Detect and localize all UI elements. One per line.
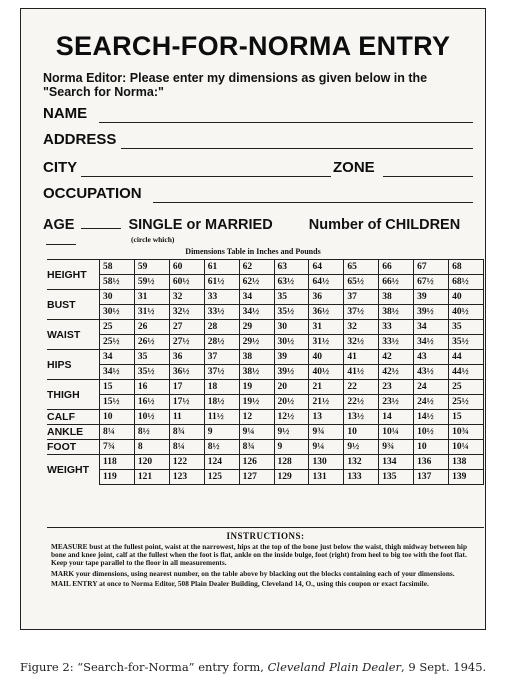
dimension-cell: 33 <box>204 290 239 305</box>
dimension-cell: 10½ <box>414 425 449 440</box>
figure-caption <box>20 660 486 674</box>
name-label: NAME <box>43 105 88 122</box>
dimension-cell: 15 <box>100 380 135 395</box>
address-line <box>121 148 473 149</box>
dimension-cell: 134 <box>379 455 414 470</box>
dimension-cell: 13½ <box>344 410 379 425</box>
form-intro: Norma Editor: Please enter my dimensions as given below in the "Search for Norma:" <box>43 71 428 99</box>
dimension-cell: 37 <box>204 350 239 365</box>
dimension-cell: 9¼ <box>309 440 344 455</box>
dimension-cell: 128 <box>274 455 309 470</box>
dimension-cell: 38½ <box>239 365 274 380</box>
dimension-cell: 32½ <box>344 335 379 350</box>
dimension-cell: 65 <box>344 260 379 275</box>
dimension-cell: 17½ <box>169 395 204 410</box>
dimension-cell: 133 <box>344 470 379 485</box>
dimension-cell: 36 <box>309 290 344 305</box>
dimension-cell: 40½ <box>309 365 344 380</box>
dimension-cell: 120 <box>134 455 169 470</box>
dimension-cell: 132 <box>344 455 379 470</box>
dimension-cell: 28 <box>204 320 239 335</box>
dimension-cell: 66½ <box>379 275 414 290</box>
dimension-cell: 10 <box>414 440 449 455</box>
dimension-cell: 63½ <box>274 275 309 290</box>
dimension-cell: 62½ <box>239 275 274 290</box>
dimension-cell: 30½ <box>274 335 309 350</box>
dimension-cell: 64½ <box>309 275 344 290</box>
dimension-cell: 11 <box>169 410 204 425</box>
dimension-cell: 7¾ <box>100 440 135 455</box>
dimension-cell: 43 <box>414 350 449 365</box>
dimension-cell: 20 <box>274 380 309 395</box>
dimension-cell: 10¼ <box>449 440 484 455</box>
dimension-cell: 10 <box>100 410 135 425</box>
dimension-cell: 26 <box>134 320 169 335</box>
dimension-cell: 10½ <box>134 410 169 425</box>
address-label: ADDRESS <box>43 131 117 148</box>
zone-label: ZONE <box>333 159 375 176</box>
dimension-cell: 58 <box>100 260 135 275</box>
form-title: SEARCH-FOR-NORMA ENTRY <box>55 31 451 61</box>
dimension-cell: 37½ <box>344 305 379 320</box>
dimension-cell: 58½ <box>100 275 135 290</box>
dimension-cell: 8¾ <box>169 425 204 440</box>
dimension-cell: 9¾ <box>309 425 344 440</box>
dimension-cell: 35½ <box>274 305 309 320</box>
dimension-cell: 9½ <box>274 425 309 440</box>
row-label-thigh: THIGH <box>47 380 100 410</box>
row-label-waist: WAIST <box>47 320 100 350</box>
dimension-cell: 37 <box>344 290 379 305</box>
dimension-cell: 67½ <box>414 275 449 290</box>
dimension-cell: 60 <box>169 260 204 275</box>
dimension-cell: 22½ <box>344 395 379 410</box>
dimension-cell: 16½ <box>134 395 169 410</box>
dimension-cell: 65½ <box>344 275 379 290</box>
dimension-cell: 10 <box>344 425 379 440</box>
dimension-cell: 36 <box>169 350 204 365</box>
occupation-line <box>153 202 473 203</box>
dimension-cell: 11½ <box>204 410 239 425</box>
dimension-cell: 34 <box>414 320 449 335</box>
dimension-cell: 35½ <box>449 335 484 350</box>
city-line <box>81 176 331 177</box>
dimension-cell: 34 <box>100 350 135 365</box>
caption-prefix: Figure 2: “Search-for-Norma” entry form, <box>20 660 268 674</box>
dimension-cell: 42½ <box>379 365 414 380</box>
instructions-section <box>47 527 484 632</box>
dimension-cell: 14 <box>379 410 414 425</box>
dimension-cell: 9¾ <box>379 440 414 455</box>
dimension-cell: 22 <box>344 380 379 395</box>
dimension-cell: 61½ <box>204 275 239 290</box>
dimension-cell: 138 <box>449 455 484 470</box>
dimension-cell: 59½ <box>134 275 169 290</box>
dimension-cell: 25½ <box>100 335 135 350</box>
dimension-cell: 16 <box>134 380 169 395</box>
dimension-cell: 66 <box>379 260 414 275</box>
circle-note: (circle which) <box>131 235 175 244</box>
dimension-cell: 35½ <box>134 365 169 380</box>
dimension-cell: 40½ <box>449 305 484 320</box>
age-row <box>43 217 485 249</box>
dimension-cell: 26½ <box>134 335 169 350</box>
dimension-cell: 118 <box>100 455 135 470</box>
row-label-calf: CALF <box>47 410 100 425</box>
dimension-cell: 8½ <box>134 425 169 440</box>
dimension-cell: 59 <box>134 260 169 275</box>
dimension-cell: 44½ <box>449 365 484 380</box>
dimension-cell: 8 <box>134 440 169 455</box>
dimension-cell: 21 <box>309 380 344 395</box>
dimension-cell: 34½ <box>239 305 274 320</box>
dimension-cell: 24 <box>414 380 449 395</box>
dimension-cell: 33½ <box>204 305 239 320</box>
instructions-title: INSTRUCTIONS: <box>226 531 305 541</box>
dimension-cell: 62 <box>239 260 274 275</box>
dimension-cell: 30 <box>100 290 135 305</box>
dimension-cell: 31 <box>309 320 344 335</box>
dimension-cell: 135 <box>379 470 414 485</box>
dimension-cell: 38 <box>379 290 414 305</box>
dimension-cell: 30½ <box>100 305 135 320</box>
dimension-cell: 32 <box>169 290 204 305</box>
dimension-cell: 25 <box>100 320 135 335</box>
caption-source: Cleveland Plain Dealer <box>267 660 402 674</box>
dimension-cell: 35 <box>134 350 169 365</box>
dimension-cell: 35 <box>449 320 484 335</box>
dimension-cell: 60½ <box>169 275 204 290</box>
dimension-cell: 39½ <box>414 305 449 320</box>
instructions-mark: MARK your dimensions, using nearest number, on the table above by blacking out the blocks containing each of your dimensions. <box>51 568 455 578</box>
dimension-cell: 15 <box>449 410 484 425</box>
newspaper-coupon-scan <box>20 8 486 630</box>
dimension-cell: 29 <box>239 320 274 335</box>
dimension-cell: 136 <box>414 455 449 470</box>
dimension-cell: 27½ <box>169 335 204 350</box>
age-line <box>81 228 121 229</box>
row-label-foot: FOOT <box>47 440 100 455</box>
dimension-cell: 39½ <box>274 365 309 380</box>
dimension-cell: 42 <box>379 350 414 365</box>
dimension-cell: 122 <box>169 455 204 470</box>
dimension-cell: 32 <box>344 320 379 335</box>
row-label-bust: BUST <box>47 290 100 320</box>
dimension-cell: 34½ <box>100 365 135 380</box>
dimension-cell: 9 <box>204 425 239 440</box>
dimension-cell: 14½ <box>414 410 449 425</box>
dimension-cell: 35 <box>274 290 309 305</box>
dimension-cell: 125 <box>204 470 239 485</box>
dimension-cell: 17 <box>169 380 204 395</box>
dimension-cell: 27 <box>169 320 204 335</box>
instructions-mail: MAIL ENTRY at once to Norma Editor, 508 Plain Dealer Building, Cleveland 14, O., using this coupon or exact facsimile. <box>51 578 429 588</box>
children-line <box>46 244 76 245</box>
dimension-cell: 9¼ <box>239 425 274 440</box>
dimension-cell: 13 <box>309 410 344 425</box>
dimension-cell: 129 <box>274 470 309 485</box>
dimension-cell: 41 <box>344 350 379 365</box>
dimension-cell: 24½ <box>414 395 449 410</box>
dimension-cell: 36½ <box>309 305 344 320</box>
city-label: CITY <box>43 159 78 176</box>
dimension-cell: 36½ <box>169 365 204 380</box>
dimension-cell: 31 <box>134 290 169 305</box>
dimension-cell: 119 <box>100 470 135 485</box>
dimension-cell: 18½ <box>204 395 239 410</box>
dimension-cell: 21½ <box>309 395 344 410</box>
dimension-cell: 44 <box>449 350 484 365</box>
dimension-cell: 30 <box>274 320 309 335</box>
dimension-cell: 127 <box>239 470 274 485</box>
dimension-cell: 38½ <box>379 305 414 320</box>
dimension-cell: 43½ <box>414 365 449 380</box>
dimension-cell: 32½ <box>169 305 204 320</box>
dimension-cell: 64 <box>309 260 344 275</box>
dimension-cell: 8½ <box>204 440 239 455</box>
dimension-cell: 34 <box>239 290 274 305</box>
dimension-cell: 67 <box>414 260 449 275</box>
dimension-cell: 137 <box>414 470 449 485</box>
zone-line <box>383 176 473 177</box>
row-label-weight: WEIGHT <box>47 455 100 485</box>
age-label: AGE <box>43 217 75 233</box>
dimension-cell: 61 <box>204 260 239 275</box>
dimension-cell: 131 <box>309 470 344 485</box>
dimension-cell: 8¼ <box>100 425 135 440</box>
dimension-cell: 33½ <box>379 335 414 350</box>
dimension-cell: 31½ <box>134 305 169 320</box>
dimension-cell: 63 <box>274 260 309 275</box>
dimension-cell: 9 <box>274 440 309 455</box>
dimension-cell: 25 <box>449 380 484 395</box>
row-label-height: HEIGHT <box>47 260 100 290</box>
dimension-cell: 19 <box>239 380 274 395</box>
dimension-cell: 19½ <box>239 395 274 410</box>
dimension-cell: 121 <box>134 470 169 485</box>
dimension-cell: 18 <box>204 380 239 395</box>
dimension-cell: 139 <box>449 470 484 485</box>
row-label-ankle: ANKLE <box>47 425 100 440</box>
dimension-cell: 123 <box>169 470 204 485</box>
dimension-cell: 33 <box>379 320 414 335</box>
dimension-cell: 68½ <box>449 275 484 290</box>
dimension-cell: 23½ <box>379 395 414 410</box>
occupation-label: OCCUPATION <box>43 185 142 202</box>
dimension-cell: 29½ <box>239 335 274 350</box>
dimension-cell: 12 <box>239 410 274 425</box>
instructions-measure: MEASURE bust at the fullest point, waist at the narrowest, hips at the top of the bone just below the waist, thigh midway between hip bone and knee joint, calf at the fullest when the foot is flat, ankle on the inside bulge, foot (right) from heel to big toe with the foot flat. Keep your tape parallel to the floor in all measurements. <box>51 542 468 568</box>
dimension-cell: 10¾ <box>449 425 484 440</box>
dimension-cell: 124 <box>204 455 239 470</box>
caption-suffix: , 9 Sept. 1945. <box>401 660 487 674</box>
dimension-cell: 12½ <box>274 410 309 425</box>
dimension-cell: 31½ <box>309 335 344 350</box>
dimension-cell: 25½ <box>449 395 484 410</box>
children-label: Number of CHILDREN <box>308 217 461 233</box>
dimension-cell: 20½ <box>274 395 309 410</box>
dimension-cell: 34½ <box>414 335 449 350</box>
dimension-cell: 39 <box>274 350 309 365</box>
dimension-cell: 40 <box>309 350 344 365</box>
dimension-cell: 28½ <box>204 335 239 350</box>
dimension-cell: 38 <box>239 350 274 365</box>
dimension-cell: 8¾ <box>239 440 274 455</box>
name-line <box>99 122 473 123</box>
dimension-cell: 8¼ <box>169 440 204 455</box>
dimension-cell: 37½ <box>204 365 239 380</box>
dimensions-table-title: Dimensions Table in Inches and Pounds <box>185 247 321 256</box>
dimension-cell: 10¼ <box>379 425 414 440</box>
dimension-cell: 130 <box>309 455 344 470</box>
marital-status-label: SINGLE or MARRIED <box>128 217 273 233</box>
dimension-cell: 23 <box>379 380 414 395</box>
dimensions-table <box>47 259 484 485</box>
dimension-cell: 39 <box>414 290 449 305</box>
row-label-hips: HIPS <box>47 350 100 380</box>
dimension-cell: 40 <box>449 290 484 305</box>
dimension-cell: 41½ <box>344 365 379 380</box>
dimension-cell: 9½ <box>344 440 379 455</box>
dimension-cell: 126 <box>239 455 274 470</box>
dimension-cell: 68 <box>449 260 484 275</box>
dimension-cell: 15½ <box>100 395 135 410</box>
